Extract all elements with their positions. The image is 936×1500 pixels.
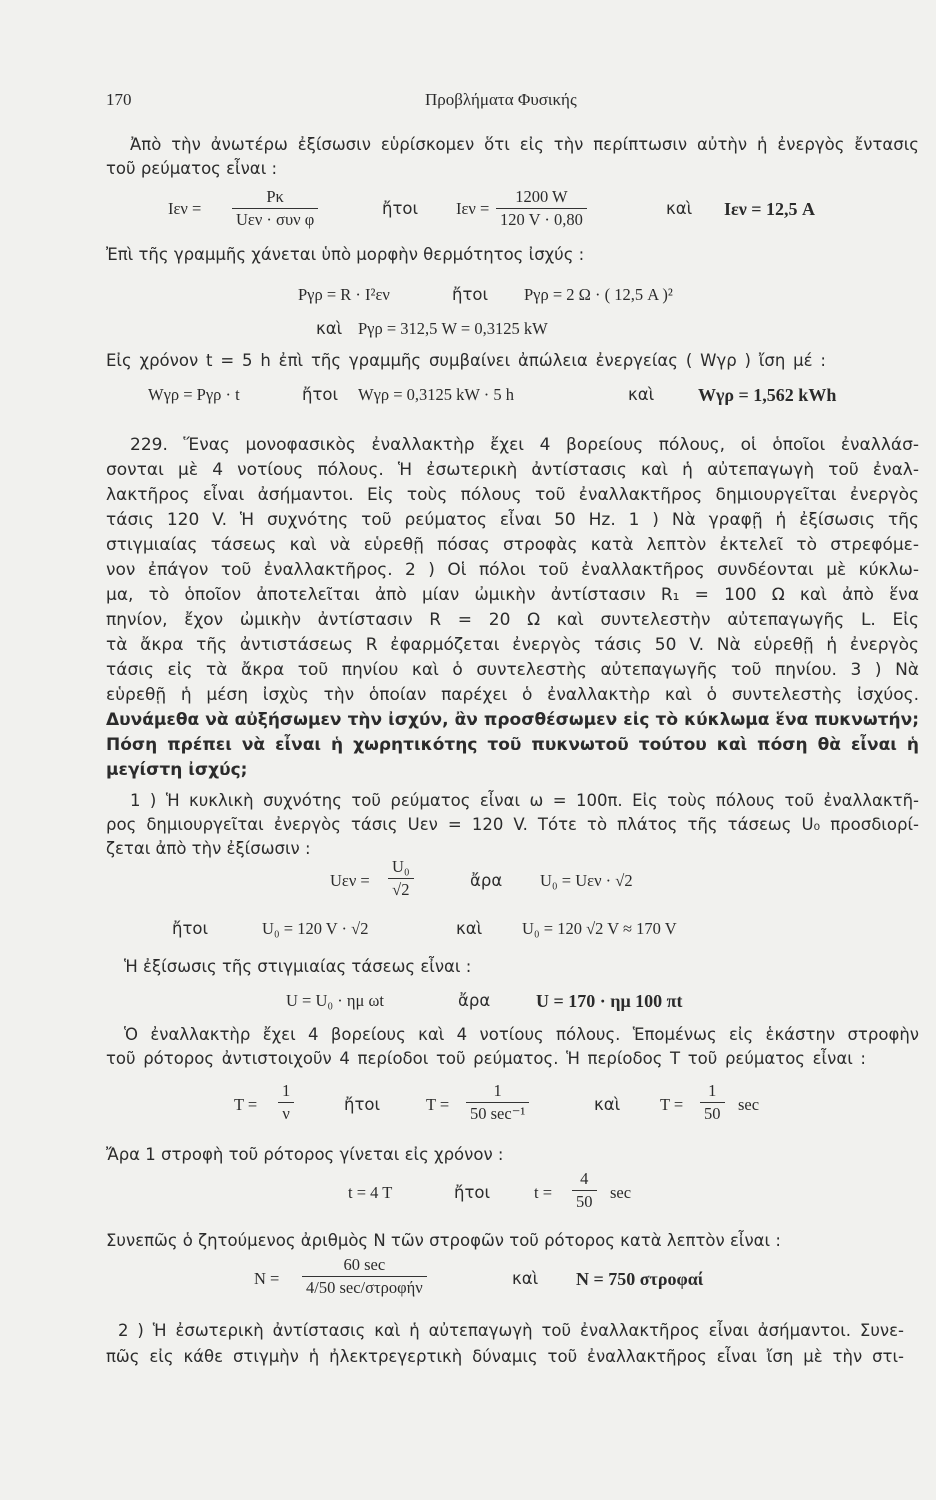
problem-line: τὰ ἄκρα τῆς ἀντιστάσεως R ἐφαρμόζεται ἐνεργὸς τάσις 50 V. Νὰ εὑρεθῇ ἡ ἐνεργὸς bbox=[106, 635, 919, 655]
fraction-numerator: 60 sec bbox=[343, 1255, 386, 1274]
problem-line: εὑρεθῇ ἡ μέση ἰσχὺς τὴν ὁποίαν παρέχει ὁ ἐναλλακτὴρ καὶ ὁ συντελεστὴς ἰσχύος. bbox=[106, 685, 919, 705]
page-number: 170 bbox=[106, 90, 132, 109]
connector-word: ἤτοι bbox=[302, 385, 339, 404]
problem-line: στιγμιαίας τάσεως καὶ νὰ εὑρεθῇ πόσας στροφὰς κατὰ λεπτὸν ἐκτελεῖ τὸ στρεφόμε- bbox=[106, 535, 919, 555]
fraction bbox=[572, 1168, 597, 1213]
fraction-numerator: U₀ bbox=[392, 857, 410, 876]
fraction-denominator: ν bbox=[278, 1102, 294, 1125]
fraction-denominator: 50 bbox=[572, 1190, 597, 1213]
connector-word: καὶ bbox=[316, 319, 343, 338]
problem-line: λακτῆρος εἶναι ἀσήμαντοι. Εἰς τοὺς πόλους τοῦ ἐναλλακτῆρος δημιουργεῖται ἐνεργὸς bbox=[106, 485, 919, 505]
problem-line: τάσις 120 V. Ἡ συχνότης τοῦ ρεύματος εἶναι 50 Hz. 1 ) Νὰ γραφῇ ἡ ἐξίσωσις τῆς bbox=[106, 510, 919, 530]
solution-line: ζεται ἀπὸ τὴν ἐξίσωσιν : bbox=[106, 839, 311, 858]
equation: Wγρ = Pγρ · t bbox=[148, 385, 240, 404]
connector-word: ἄρα bbox=[458, 991, 491, 1010]
connector-word: ἤτοι bbox=[452, 285, 489, 304]
equation: Pγρ = 312,5 W = 0,3125 kW bbox=[358, 319, 548, 338]
paragraph-line: Ἀπὸ τὴν ἀνωτέρω ἐξίσωσιν εὑρίσκομεν ὅτι εἰς τὴν περίπτωσιν αὐτὴν ἡ ἐνεργὸς ἔντασις bbox=[130, 135, 919, 154]
connector-word: ἤτοι bbox=[344, 1095, 381, 1114]
solution-line: τοῦ ρότορος ἀντιστοιχοῦν 4 περίοδοι τοῦ ρεύματος. Ἡ περίοδος T τοῦ ρεύματος εἶναι : bbox=[106, 1049, 866, 1068]
connector-word: καὶ bbox=[666, 199, 693, 218]
connector-word: ἤτοι bbox=[454, 1183, 491, 1202]
fraction bbox=[388, 856, 414, 901]
fraction-denominator: √2 bbox=[388, 878, 414, 901]
equation: Pγρ = R · I²εν bbox=[298, 285, 390, 304]
problem-line: τάσις εἰς τὰ ἄκρα τοῦ πηνίου καὶ ὁ συντελεστὴς αὐτεπαγωγῆς τοῦ πηνίου. 3 ) Νὰ bbox=[106, 660, 919, 680]
connector-word: ἤτοι bbox=[172, 919, 209, 938]
problem-line: Πόση πρέπει νὰ εἶναι ἡ χωρητικότης τοῦ πυκνωτοῦ τούτου καὶ πόση θὰ εἶναι ἡ bbox=[106, 735, 919, 755]
problem-line: σονται μὲ 4 νοτίους πόλους. Ἡ ἐσωτερικὴ ἀντίστασις καὶ ἡ αὐτεπαγωγὴ τοῦ ἐναλ- bbox=[106, 460, 919, 480]
fraction-denominator: 4/50 sec/στροφήν bbox=[302, 1276, 427, 1299]
equation-lhs: N = bbox=[254, 1269, 280, 1288]
fraction bbox=[700, 1080, 725, 1125]
fraction bbox=[466, 1080, 529, 1125]
fraction bbox=[496, 186, 587, 231]
fraction-numerator: 1200 W bbox=[515, 187, 568, 206]
solution-line: Ἄρα 1 στροφὴ τοῦ ρότορος γίνεται εἰς χρόνον : bbox=[106, 1145, 504, 1164]
solution-line: Ἡ ἐξίσωσις τῆς στιγμιαίας τάσεως εἶναι : bbox=[124, 957, 472, 976]
connector-word: ἄρα bbox=[470, 871, 503, 890]
fraction-denominator: Uεν · συν φ bbox=[232, 208, 318, 231]
equation-result: Iεν = 12,5 A bbox=[724, 199, 815, 219]
problem-line: μεγίστη ἰσχύς; bbox=[106, 760, 248, 780]
fraction-numerator: 4 bbox=[580, 1169, 589, 1188]
problem-line: 229. Ἕνας μονοφασικὸς ἐναλλακτὴρ ἔχει 4 βορείους πόλους, οἱ ὁποῖοι ἐναλλάσ- bbox=[130, 435, 919, 455]
connector-word: καὶ bbox=[628, 385, 655, 404]
solution-line: ρος δημιουργεῖται ἐνεργὸς τάσις Uεν = 120 V. Τότε τὸ πλάτος τῆς τάσεως U₀ προσδιορί- bbox=[106, 815, 919, 834]
fraction-numerator: 1 bbox=[708, 1081, 717, 1100]
solution-line: Συνεπῶς ὁ ζητούμενος ἀριθμὸς N τῶν στροφῶν τοῦ ρότορος κατὰ λεπτὸν εἶναι : bbox=[106, 1231, 781, 1250]
problem-line: Δυνάμεθα νὰ αὐξήσωμεν τὴν ἰσχύν, ἂν προσθέσωμεν εἰς τὸ κύκλωμα ἕνα πυκνωτήν; bbox=[106, 710, 919, 730]
equation: t = 4 T bbox=[348, 1183, 393, 1202]
equation-lhs: T = bbox=[426, 1095, 450, 1114]
problem-line: πηνίον, ἔχον ὠμικὴν ἀντίστασιν R = 20 Ω καὶ συντελεστὴν αὐτεπαγωγῆς L. Εἰς bbox=[106, 610, 919, 630]
paragraph-line: Εἰς χρόνον t = 5 h ἐπὶ τῆς γραμμῆς συμβαίνει ἀπώλεια ἐνεργείας ( Wγρ ) ἴση μέ : bbox=[106, 351, 826, 370]
equation: U₀ = 120 V · √2 bbox=[262, 919, 369, 938]
equation: U₀ = 120 √2 V ≈ 170 V bbox=[522, 919, 677, 938]
paragraph-line: τοῦ ρεύματος εἶναι : bbox=[106, 159, 278, 178]
connector-word: καὶ bbox=[456, 919, 483, 938]
problem-line: νον ἐπάγον τοῦ ἐναλλακτῆρος. 2 ) Οἱ πόλοι τοῦ ἐναλλακτῆρος συνδέονται μὲ κύκλω- bbox=[106, 560, 919, 580]
equation: Pγρ = 2 Ω · ( 12,5 A )² bbox=[524, 285, 673, 304]
equation-result: U = 170 · ημ 100 πt bbox=[536, 991, 683, 1011]
connector-word: καὶ bbox=[594, 1095, 621, 1114]
fraction-numerator: 1 bbox=[282, 1081, 291, 1100]
solution-line: 2 ) Ἡ ἐσωτερικὴ ἀντίστασις καὶ ἡ αὐτεπαγωγὴ τοῦ ἐναλλακτῆρος εἶναι ἀσήμαντοι. Συνε- bbox=[118, 1321, 904, 1340]
equation: U₀ = Uεν · √2 bbox=[540, 871, 633, 890]
equation-result: N = 750 στροφαί bbox=[576, 1269, 704, 1289]
fraction-numerator: Pκ bbox=[266, 187, 284, 206]
unit-label: sec bbox=[738, 1095, 760, 1114]
fraction-denominator: 120 V · 0,80 bbox=[496, 208, 587, 231]
connector-word: καὶ bbox=[512, 1269, 539, 1288]
equation-lhs: T = bbox=[660, 1095, 684, 1114]
solution-line: Ὁ ἐναλλακτὴρ ἔχει 4 βορείους καὶ 4 νοτίους πόλους. Ἑπομένως εἰς ἑκάστην στροφὴν bbox=[124, 1025, 919, 1044]
fraction-numerator: 1 bbox=[493, 1081, 502, 1100]
equation-lhs: Iεν = bbox=[168, 199, 202, 218]
running-title: Προβλήματα Φυσικής bbox=[425, 90, 577, 109]
fraction-denominator: 50 bbox=[700, 1102, 725, 1125]
paragraph-line: Ἐπὶ τῆς γραμμῆς χάνεται ὑπὸ μορφὴν θερμότητος ἰσχύς : bbox=[106, 245, 585, 264]
fraction bbox=[278, 1080, 294, 1125]
equation-lhs: Iεν = bbox=[456, 199, 490, 218]
solution-line: 1 ) Ἡ κυκλικὴ συχνότης τοῦ ρεύματος εἶναι ω = 100π. Εἰς τοὺς πόλους τοῦ ἐναλλακτῆ- bbox=[130, 791, 919, 810]
fraction-denominator: 50 sec⁻¹ bbox=[466, 1102, 529, 1125]
fraction bbox=[232, 186, 318, 231]
equation-lhs: T = bbox=[234, 1095, 258, 1114]
connector-word: ἤτοι bbox=[382, 199, 419, 218]
fraction bbox=[302, 1254, 427, 1299]
equation-lhs: t = bbox=[534, 1183, 553, 1202]
solution-line: πῶς εἰς κάθε στιγμὴν ἡ ἠλεκτρεγερτικὴ δύναμις τοῦ ἐναλλακτῆρος εἶναι ἴση μὲ τὴν στι- bbox=[106, 1347, 904, 1366]
unit-label: sec bbox=[610, 1183, 632, 1202]
problem-line: μα, τὸ ὁποῖον ἀποτελεῖται ἀπὸ μίαν ὠμικὴν ἀντίστασιν R₁ = 100 Ω καὶ ἀπὸ ἕνα bbox=[106, 585, 919, 605]
equation: U = U₀ · ημ ωt bbox=[286, 991, 384, 1010]
equation-lhs: Uεν = bbox=[330, 871, 370, 890]
equation: Wγρ = 0,3125 kW · 5 h bbox=[358, 385, 515, 404]
equation-result: Wγρ = 1,562 kWh bbox=[698, 385, 837, 405]
